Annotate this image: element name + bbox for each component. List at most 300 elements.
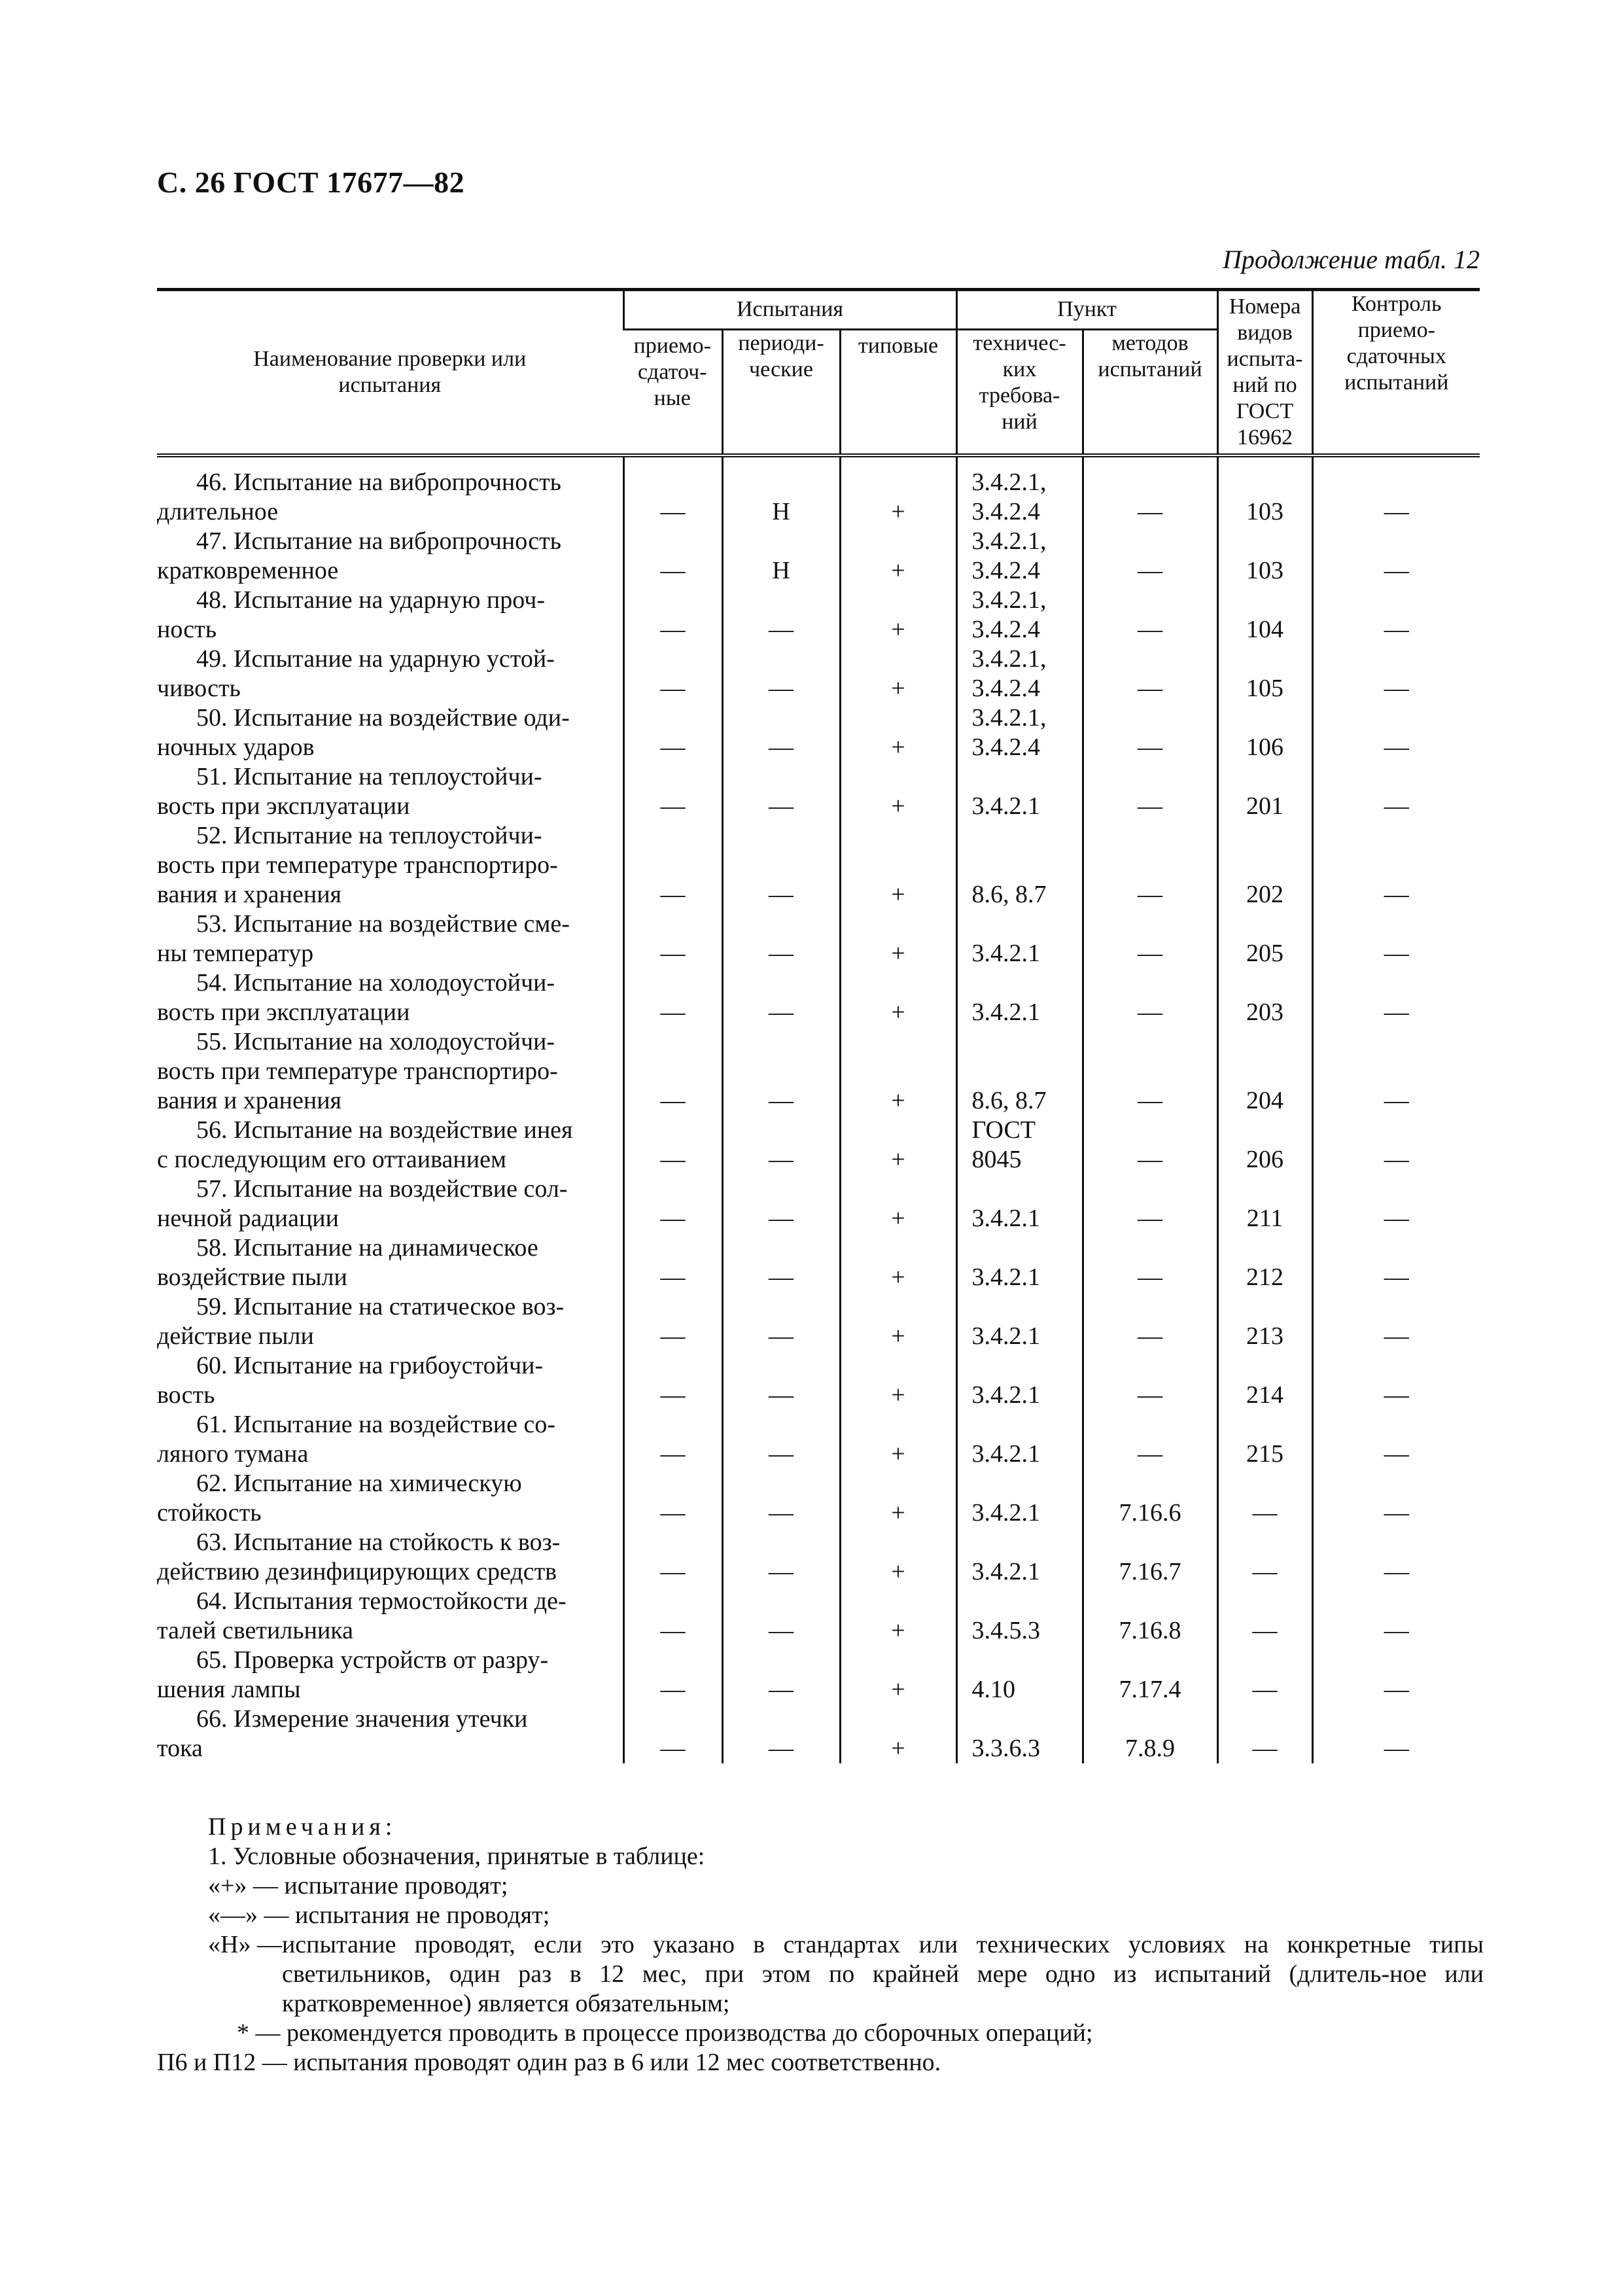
- cell-methods: —: [1083, 1233, 1217, 1292]
- page-header: С. 26 ГОСТ 17677—82: [157, 166, 465, 199]
- cell-type: +: [840, 1587, 956, 1646]
- row-name-line2: длительное: [157, 498, 279, 525]
- cell-gost-number: 212: [1217, 1233, 1312, 1292]
- row-name-line1: Испытание на холодоустойчи-: [234, 969, 555, 997]
- cell-tech-req: [956, 586, 1083, 645]
- cell-periodic: —: [722, 1528, 840, 1587]
- cell-periodic: —: [722, 1174, 840, 1233]
- cell-methods: —: [1083, 1351, 1217, 1410]
- row-number: 66.: [196, 1705, 228, 1733]
- cell-test-name: [157, 1351, 623, 1410]
- row-name-line2: действие пыли: [157, 1322, 314, 1350]
- row-number: 63.: [196, 1528, 228, 1556]
- cell-test-name: [157, 455, 623, 527]
- row-name-line1b: вость при температуре транспортиро-: [157, 851, 558, 879]
- cell-type: +: [840, 455, 956, 527]
- row-number: 50.: [196, 704, 228, 732]
- cell-test-name: [157, 527, 623, 586]
- cell-test-name: [157, 1469, 623, 1528]
- cell-gost-number: —: [1217, 1469, 1312, 1528]
- cell-methods: 7.16.6: [1083, 1469, 1217, 1528]
- row-number: 52.: [196, 822, 228, 849]
- cell-periodic: —: [722, 586, 840, 645]
- cell-tech-req: [956, 1646, 1083, 1704]
- row-number: 49.: [196, 645, 228, 673]
- cell-tech-req-line2: 3.4.2.1: [971, 1205, 1041, 1232]
- cell-tech-req: [956, 703, 1083, 762]
- cell-control: —: [1312, 1027, 1480, 1116]
- cell-type: +: [840, 910, 956, 968]
- notes-legend-plus: «+» — испытание проводят;: [208, 1872, 508, 1899]
- cell-control: —: [1312, 1587, 1480, 1646]
- row-name-line2: воздействие пыли: [157, 1263, 347, 1291]
- cell-methods: —: [1083, 1116, 1217, 1174]
- table-row: [157, 1528, 1480, 1587]
- row-name-line1: Измерение значения утечки: [234, 1705, 528, 1733]
- cell-periodic: —: [722, 1116, 840, 1174]
- cell-tech-req: [956, 1351, 1083, 1410]
- cell-test-name: [157, 703, 623, 762]
- cell-type: +: [840, 762, 956, 821]
- row-number: 64.: [196, 1587, 228, 1615]
- col-header-tech-req: техничес-ких требова-ний: [956, 329, 1083, 455]
- row-name-line1: Испытание на воздействие оди-: [234, 704, 570, 732]
- table-row: [157, 586, 1480, 645]
- row-name-line2: вость: [157, 1381, 215, 1409]
- col-header-acceptance: приемо-сдаточ-ные: [623, 329, 722, 455]
- row-name-line2: вания и хранения: [157, 881, 342, 908]
- cell-tech-req-line2: 3.4.2.4: [971, 675, 1041, 702]
- table-row: [157, 1469, 1480, 1528]
- row-name-line1: Испытание на вибропрочность: [234, 468, 562, 496]
- row-name-line1: Испытание на воздействие со-: [234, 1411, 556, 1438]
- cell-type: +: [840, 645, 956, 703]
- row-number: 51.: [196, 763, 228, 790]
- notes-legend-star: * — рекомендуется проводить в процессе производства до сборочных операций;: [237, 2019, 1093, 2047]
- cell-methods: —: [1083, 703, 1217, 762]
- col-header-type: типовые: [840, 329, 956, 455]
- cell-test-name: [157, 1292, 623, 1351]
- cell-periodic: —: [722, 910, 840, 968]
- cell-gost-number: 215: [1217, 1410, 1312, 1469]
- cell-control: —: [1312, 1292, 1480, 1351]
- cell-methods: —: [1083, 1410, 1217, 1469]
- cell-test-name: [157, 586, 623, 645]
- cell-gost-number: 105: [1217, 645, 1312, 703]
- cell-periodic: —: [722, 1704, 840, 1763]
- row-name-line2: ность: [157, 616, 217, 643]
- row-name-line2: кратковременное: [157, 557, 339, 584]
- row-name-line1: Испытание на динамическое: [234, 1234, 538, 1262]
- notes: [157, 1812, 1484, 2077]
- cell-acceptance: —: [623, 1410, 722, 1469]
- table-row: [157, 1116, 1480, 1174]
- cell-gost-number: —: [1217, 1646, 1312, 1704]
- cell-tech-req-line2: 3.4.2.1: [971, 1381, 1041, 1409]
- notes-legend-h-symbol: «Н» —: [208, 1931, 282, 1958]
- cell-control: —: [1312, 821, 1480, 910]
- col-group-clause: Пункт: [956, 290, 1217, 330]
- notes-legend-h: [208, 1930, 1484, 2019]
- row-number: 55.: [196, 1028, 228, 1055]
- cell-acceptance: —: [623, 821, 722, 910]
- cell-periodic: —: [722, 1469, 840, 1528]
- cell-methods: 7.16.8: [1083, 1587, 1217, 1646]
- cell-tech-req-line2: 3.4.2.4: [971, 733, 1041, 761]
- cell-acceptance: —: [623, 1292, 722, 1351]
- cell-type: +: [840, 527, 956, 586]
- cell-methods: —: [1083, 968, 1217, 1027]
- row-name-line1: Проверка устройств от разру-: [234, 1646, 549, 1674]
- cell-gost-number: —: [1217, 1704, 1312, 1763]
- table-row: [157, 1704, 1480, 1763]
- col-header-periodic: периоди-ческие: [722, 329, 840, 455]
- cell-periodic: —: [722, 821, 840, 910]
- row-name-line1: Испытание на грибоустойчи-: [234, 1352, 544, 1379]
- cell-tech-req: [956, 645, 1083, 703]
- row-number: 53.: [196, 910, 228, 938]
- cell-tech-req: [956, 1528, 1083, 1587]
- row-name-line2: нечной радиации: [157, 1205, 339, 1232]
- cell-tech-req-line2: 3.4.2.1: [971, 1322, 1041, 1350]
- cell-type: +: [840, 1646, 956, 1704]
- cell-acceptance: —: [623, 1351, 722, 1410]
- cell-tech-req: [956, 1233, 1083, 1292]
- row-name-line1: Испытание на вибропрочность: [234, 527, 562, 555]
- table-row: [157, 703, 1480, 762]
- cell-acceptance: —: [623, 762, 722, 821]
- cell-type: +: [840, 703, 956, 762]
- row-name-line2: с последующим его оттаиванием: [157, 1146, 506, 1173]
- cell-type: +: [840, 1116, 956, 1174]
- row-name-line1: Испытание на стойкость к воз-: [234, 1528, 561, 1556]
- cell-test-name: [157, 1116, 623, 1174]
- cell-tech-req-line2: 3.4.5.3: [971, 1617, 1041, 1644]
- notes-item-1: 1. Условные обозначения, принятые в таблице:: [208, 1843, 705, 1870]
- cell-methods: —: [1083, 645, 1217, 703]
- cell-tech-req-line2: 3.3.6.3: [971, 1735, 1041, 1762]
- cell-gost-number: 201: [1217, 762, 1312, 821]
- cell-control: —: [1312, 910, 1480, 968]
- cell-test-name: [157, 910, 623, 968]
- cell-tech-req: [956, 1704, 1083, 1763]
- cell-tech-req-line2: 3.4.2.1: [971, 940, 1041, 967]
- cell-gost-number: —: [1217, 1587, 1312, 1646]
- cell-type: +: [840, 1027, 956, 1116]
- table-row: [157, 1646, 1480, 1704]
- cell-tech-req: [956, 1174, 1083, 1233]
- cell-tech-req: [956, 762, 1083, 821]
- row-number: 56.: [196, 1116, 228, 1144]
- row-name-line2: вость при эксплуатации: [157, 792, 410, 820]
- row-number: 61.: [196, 1411, 228, 1438]
- cell-acceptance: —: [623, 1704, 722, 1763]
- cell-type: +: [840, 1351, 956, 1410]
- row-name-line2: ляного тумана: [157, 1440, 309, 1468]
- cell-type: +: [840, 586, 956, 645]
- cell-tech-req-line1: 3.4.2.1,: [971, 586, 1047, 614]
- cell-gost-number: 206: [1217, 1116, 1312, 1174]
- cell-control: —: [1312, 645, 1480, 703]
- cell-gost-number: 202: [1217, 821, 1312, 910]
- cell-periodic: —: [722, 703, 840, 762]
- cell-tech-req-line2: 3.4.2.1: [971, 1499, 1041, 1527]
- row-number: 58.: [196, 1234, 228, 1262]
- cell-methods: 7.17.4: [1083, 1646, 1217, 1704]
- cell-tech-req: [956, 1410, 1083, 1469]
- table-row: [157, 527, 1480, 586]
- cell-tech-req-line2: 4.10: [971, 1676, 1016, 1703]
- cell-gost-number: 106: [1217, 703, 1312, 762]
- table-continuation-label: Продолжение табл. 12: [1222, 245, 1480, 274]
- cell-acceptance: —: [623, 1027, 722, 1116]
- cell-methods: 7.16.7: [1083, 1528, 1217, 1587]
- table-row: [157, 762, 1480, 821]
- cell-type: +: [840, 1528, 956, 1587]
- row-name-line2: ночных ударов: [157, 733, 315, 761]
- cell-methods: 7.8.9: [1083, 1704, 1217, 1763]
- cell-tech-req-line2: 8.6, 8.7: [971, 1087, 1047, 1114]
- cell-type: +: [840, 1174, 956, 1233]
- cell-periodic: —: [722, 968, 840, 1027]
- table-row: [157, 1233, 1480, 1292]
- col-header-gost-numbers: Номера видов испыта-ний по ГОСТ 16962: [1217, 290, 1312, 456]
- cell-gost-number: 104: [1217, 586, 1312, 645]
- cell-control: —: [1312, 527, 1480, 586]
- row-number: 65.: [196, 1646, 228, 1674]
- cell-test-name: [157, 821, 623, 910]
- table-row: [157, 455, 1480, 527]
- cell-methods: —: [1083, 910, 1217, 968]
- row-name-line1: Испытание на воздействие инея: [234, 1116, 573, 1144]
- cell-control: —: [1312, 1351, 1480, 1410]
- cell-control: —: [1312, 703, 1480, 762]
- cell-periodic: —: [722, 1351, 840, 1410]
- cell-gost-number: 211: [1217, 1174, 1312, 1233]
- cell-tech-req: [956, 455, 1083, 527]
- cell-acceptance: —: [623, 1528, 722, 1587]
- row-name-line1: Испытание на статическое воз-: [234, 1293, 565, 1320]
- cell-methods: —: [1083, 821, 1217, 910]
- cell-tech-req: [956, 1292, 1083, 1351]
- cell-methods: —: [1083, 1292, 1217, 1351]
- row-number: 60.: [196, 1352, 228, 1379]
- cell-tech-req: [956, 1027, 1083, 1116]
- table-row: [157, 1587, 1480, 1646]
- cell-gost-number: 203: [1217, 968, 1312, 1027]
- cell-periodic: Н: [722, 527, 840, 586]
- table-row: [157, 910, 1480, 968]
- cell-acceptance: —: [623, 1587, 722, 1646]
- col-header-methods: методов испытаний: [1083, 329, 1217, 455]
- cell-test-name: [157, 1174, 623, 1233]
- row-number: 46.: [196, 468, 228, 496]
- row-number: 59.: [196, 1293, 228, 1320]
- row-number: 54.: [196, 969, 228, 997]
- cell-tech-req-line1: 3.4.2.1,: [971, 704, 1047, 732]
- cell-acceptance: —: [623, 645, 722, 703]
- table-body: [157, 455, 1480, 1763]
- cell-type: +: [840, 1292, 956, 1351]
- cell-gost-number: 204: [1217, 1027, 1312, 1116]
- cell-test-name: [157, 968, 623, 1027]
- cell-tech-req: [956, 910, 1083, 968]
- cell-control: —: [1312, 1469, 1480, 1528]
- cell-type: +: [840, 1233, 956, 1292]
- cell-control: —: [1312, 1704, 1480, 1763]
- cell-control: —: [1312, 455, 1480, 527]
- cell-tech-req-line1: 3.4.2.1,: [971, 527, 1047, 555]
- cell-periodic: —: [722, 1410, 840, 1469]
- cell-test-name: [157, 1528, 623, 1587]
- cell-tech-req: [956, 1116, 1083, 1174]
- cell-test-name: [157, 1027, 623, 1116]
- cell-acceptance: —: [623, 455, 722, 527]
- tests-table: [157, 288, 1480, 1763]
- cell-periodic: —: [722, 762, 840, 821]
- row-name-line1: Испытание на воздействие сме-: [234, 910, 570, 938]
- cell-methods: —: [1083, 455, 1217, 527]
- cell-type: +: [840, 968, 956, 1027]
- cell-control: —: [1312, 1233, 1480, 1292]
- cell-periodic: —: [722, 1233, 840, 1292]
- cell-test-name: [157, 1587, 623, 1646]
- cell-gost-number: 103: [1217, 527, 1312, 586]
- table-row: [157, 1351, 1480, 1410]
- cell-gost-number: 205: [1217, 910, 1312, 968]
- notes-legend-p6-p12: П6 и П12 — испытания проводят один раз в 6 или 12 мес соответственно.: [157, 2049, 941, 2076]
- row-name-line2: действию дезинфицирующих средств: [157, 1558, 557, 1585]
- row-number: 57.: [196, 1175, 228, 1203]
- row-name-line2: вания и хранения: [157, 1087, 342, 1114]
- cell-tech-req-line2: 8045: [971, 1146, 1022, 1173]
- row-name-line2: чивость: [157, 675, 241, 702]
- table-row: [157, 1027, 1480, 1116]
- row-name-line2: вость при эксплуатации: [157, 998, 410, 1026]
- cell-periodic: Н: [722, 455, 840, 527]
- cell-gost-number: 213: [1217, 1292, 1312, 1351]
- cell-tech-req: [956, 968, 1083, 1027]
- cell-methods: —: [1083, 1174, 1217, 1233]
- cell-tech-req-line2: 3.4.2.4: [971, 557, 1041, 584]
- cell-methods: —: [1083, 527, 1217, 586]
- cell-tech-req: [956, 1469, 1083, 1528]
- row-name-line1: Испытания термостойкости де-: [234, 1587, 567, 1615]
- cell-acceptance: —: [623, 910, 722, 968]
- row-number: 47.: [196, 527, 228, 555]
- cell-methods: —: [1083, 762, 1217, 821]
- cell-methods: —: [1083, 586, 1217, 645]
- cell-acceptance: —: [623, 968, 722, 1027]
- cell-type: +: [840, 1704, 956, 1763]
- cell-periodic: —: [722, 1292, 840, 1351]
- notes-legend-dash: «—» — испытания не проводят;: [208, 1901, 550, 1929]
- cell-acceptance: —: [623, 527, 722, 586]
- row-name-line2: ны температур: [157, 940, 314, 967]
- cell-acceptance: —: [623, 1116, 722, 1174]
- cell-control: —: [1312, 1646, 1480, 1704]
- cell-test-name: [157, 762, 623, 821]
- cell-control: —: [1312, 1174, 1480, 1233]
- cell-gost-number: —: [1217, 1528, 1312, 1587]
- cell-test-name: [157, 1233, 623, 1292]
- col-header-name: Наименование проверки или испытания: [157, 290, 623, 456]
- cell-tech-req-line2: 3.4.2.1: [971, 1440, 1041, 1468]
- cell-control: —: [1312, 762, 1480, 821]
- cell-control: —: [1312, 1410, 1480, 1469]
- cell-acceptance: —: [623, 1233, 722, 1292]
- table-row: [157, 1410, 1480, 1469]
- cell-type: +: [840, 1469, 956, 1528]
- cell-gost-number: 214: [1217, 1351, 1312, 1410]
- row-name-line1: Испытание на ударную проч-: [234, 586, 546, 614]
- cell-periodic: —: [722, 645, 840, 703]
- cell-test-name: [157, 1410, 623, 1469]
- table-row: [157, 968, 1480, 1027]
- col-group-tests: Испытания: [623, 290, 956, 330]
- row-name-line1b: вость при температуре транспортиро-: [157, 1057, 558, 1085]
- cell-tech-req: [956, 527, 1083, 586]
- row-name-line2: тока: [157, 1735, 203, 1762]
- table-row: [157, 1292, 1480, 1351]
- cell-periodic: —: [722, 1646, 840, 1704]
- cell-acceptance: —: [623, 1469, 722, 1528]
- cell-tech-req-line2: 3.4.2.4: [971, 616, 1041, 643]
- notes-legend-h-text: испытание проводят, если это указано в стандартах или технических условиях на конкретные типы светильников, один раз в 12 мес, при этом по крайней мере одно из испытаний (длитель-ное или кратковременное) является обязательным;: [281, 1931, 1484, 2017]
- cell-control: —: [1312, 968, 1480, 1027]
- row-name-line2: шения лампы: [157, 1676, 301, 1703]
- cell-acceptance: —: [623, 1174, 722, 1233]
- cell-tech-req-line1: 3.4.2.1,: [971, 645, 1047, 673]
- row-name-line1: Испытание на теплоустойчи-: [234, 822, 542, 849]
- row-name-line1: Испытание на химическую: [234, 1470, 522, 1497]
- cell-acceptance: —: [623, 1646, 722, 1704]
- table-row: [157, 645, 1480, 703]
- cell-tech-req-line1: ГОСТ: [971, 1116, 1036, 1144]
- cell-periodic: —: [722, 1587, 840, 1646]
- cell-type: +: [840, 1410, 956, 1469]
- cell-gost-number: 103: [1217, 455, 1312, 527]
- row-name-line1: Испытание на холодоустойчи-: [234, 1028, 555, 1055]
- cell-tech-req-line2: 3.4.2.4: [971, 498, 1041, 525]
- table-row: [157, 821, 1480, 910]
- cell-control: —: [1312, 1116, 1480, 1174]
- cell-tech-req-line2: 3.4.2.1: [971, 1558, 1041, 1585]
- notes-title: Примечания:: [208, 1813, 397, 1841]
- table-row: [157, 1174, 1480, 1233]
- cell-control: —: [1312, 1528, 1480, 1587]
- cell-acceptance: —: [623, 586, 722, 645]
- row-number: 48.: [196, 586, 228, 614]
- row-name-line1: Испытание на воздействие сол-: [234, 1175, 568, 1203]
- cell-acceptance: —: [623, 703, 722, 762]
- cell-test-name: [157, 1704, 623, 1763]
- row-name-line2: талей светильника: [157, 1617, 354, 1644]
- row-name-line1: Испытание на теплоустойчи-: [234, 763, 542, 790]
- cell-tech-req-line2: 3.4.2.1: [971, 1263, 1041, 1291]
- row-name-line2: стойкость: [157, 1499, 262, 1527]
- cell-tech-req-line2: 3.4.2.1: [971, 792, 1041, 820]
- cell-methods: —: [1083, 1027, 1217, 1116]
- row-name-line1: Испытание на ударную устой-: [234, 645, 555, 673]
- cell-periodic: —: [722, 1027, 840, 1116]
- cell-type: +: [840, 821, 956, 910]
- col-header-control: Контроль приемо-сдаточных испытаний: [1312, 290, 1480, 456]
- cell-tech-req-line2: 8.6, 8.7: [971, 881, 1047, 908]
- cell-test-name: [157, 1646, 623, 1704]
- cell-tech-req-line2: 3.4.2.1: [971, 998, 1041, 1026]
- row-number: 62.: [196, 1470, 228, 1497]
